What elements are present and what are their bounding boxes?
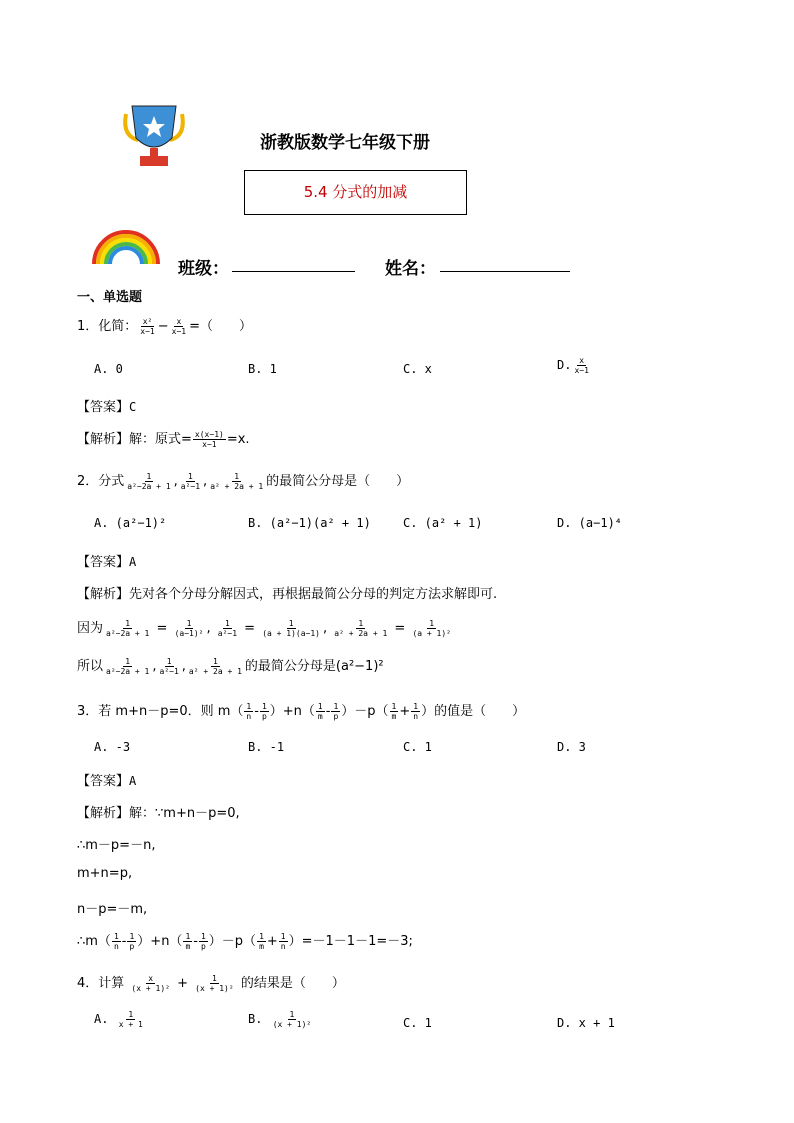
q3-analysis-final: ∴m（ $\frac{1}{n}$ - $\frac{1}{p}$ ）+n（ $\frac{1}{m}$ - $\frac{1}{p}$ ）－p（ $\frac{1}{m}$ + $\frac{1}{n}$ ）=－1－1－1=－3; (77, 932, 413, 951)
q4-option-d[interactable]: D. x + 1 (557, 1016, 615, 1030)
q2-option-c[interactable]: C. (a² + 1) (403, 516, 483, 530)
q1-option-c[interactable]: C. x (403, 362, 432, 376)
class-field[interactable] (232, 271, 355, 272)
q1-analysis: 【解析】解：原式= $\frac{x(x-1)}{x-1}$ =x. (77, 430, 250, 449)
q3-option-d[interactable]: D. 3 (557, 740, 586, 754)
q2-analysis-because: 因为 $\frac{1}{\text{a²−2a + 1}}$ = $\frac{1}{\text{(a−1)²}}$ , $\frac{1}{\text{a²−1}}$ = $\frac{1}{(a + 1)(a-1)}$ , $\frac{1}{\text{a² + 2a + 1}}$ = $\frac{1}{\text{(a + 1)²}}$ (77, 619, 451, 638)
q3-option-a[interactable]: A. -3 (94, 740, 131, 754)
q3-option-b[interactable]: B. -1 (248, 740, 285, 754)
q3-analysis: 【解析】解：∵m+n－p=0, (77, 806, 240, 821)
section-heading: 一、单选题 (77, 290, 143, 305)
q4-option-b[interactable]: B. $\frac{1}{\text{(x + 1)²}}$ (248, 1010, 312, 1029)
q3-option-c[interactable]: C. 1 (403, 740, 432, 754)
q2-analysis: 【解析】先对各个分母分解因式，再根据最简公分母的判定方法求解即可. (77, 587, 498, 602)
q1-option-a[interactable]: A. 0 (94, 362, 123, 376)
q2-option-a[interactable]: A. (a²−1)² (94, 516, 167, 530)
q2-stem: 2．分式 $\frac{1}{\text{a²−2a + 1}}$ , $\frac{1}{\text{a²−1}}$ , $\frac{1}{\text{a² + 2a + 1}}$ 的最简公分母是（ ） (77, 472, 410, 491)
rainbow-icon (90, 228, 162, 268)
q1-frac2: $\frac{x}{x-1}$ (171, 317, 187, 336)
class-label: 班级： (178, 259, 229, 279)
trophy-icon (118, 100, 190, 170)
q1-option-d[interactable]: D. $\frac{x}{x-1}$ (557, 356, 589, 375)
q1-stem: 1．化简： $\frac{\text{x²}}{x-1}$ − $\frac{x}{x-1}$ =（ ） (77, 317, 252, 336)
q2-option-b[interactable]: B. (a²−1)(a² + 1) (248, 516, 371, 530)
lesson-title: 5.4 分式的加减 (303, 183, 408, 201)
q3-analysis-line: n－p=－m, (77, 902, 148, 917)
q1-answer: 【答案】C (77, 400, 137, 415)
q3-analysis-line: m+n=p, (77, 866, 133, 881)
q2-answer: 【答案】A (77, 555, 137, 570)
lesson-box (244, 170, 467, 215)
q3-answer: 【答案】A (77, 774, 137, 789)
q2-option-d[interactable]: D. (a−1)⁴ (557, 516, 623, 530)
q1-frac1: $\frac{\text{x²}}{x-1}$ (140, 317, 155, 336)
q2-analysis-therefore: 所以 $\frac{1}{\text{a²−2a + 1}}$ , $\frac{1}{\text{a²−1}}$ , $\frac{1}{\text{a² + 2a + 1}}$ 的最简公分母是(a²−1)² (77, 657, 384, 676)
doc-title: 浙教版数学七年级下册 (260, 133, 430, 153)
q3-stem: 3．若 m+n－p=0．则 m（ $\frac{1}{n}$ - $\frac{1}{p}$ ）+n（ $\frac{1}{m}$ - $\frac{1}{p}$ ）－p（ $\frac{1}{m}$ + $\frac{1}{n}$ ）的值是（ ） (77, 702, 526, 721)
name-field[interactable] (440, 271, 570, 272)
q4-stem: 4．计算 $\frac{x}{\text{(x + 1)²}}$ + $\frac{1}{\text{(x + 1)²}}$ 的结果是（ ） (77, 974, 345, 993)
q1-option-b[interactable]: B. 1 (248, 362, 277, 376)
q4-option-a[interactable]: A. $\frac{1}{x + 1}$ (94, 1010, 143, 1029)
q3-analysis-line: ∴m－p=－n, (77, 838, 156, 853)
q4-option-c[interactable]: C. 1 (403, 1016, 432, 1030)
name-label: 姓名： (385, 259, 436, 279)
